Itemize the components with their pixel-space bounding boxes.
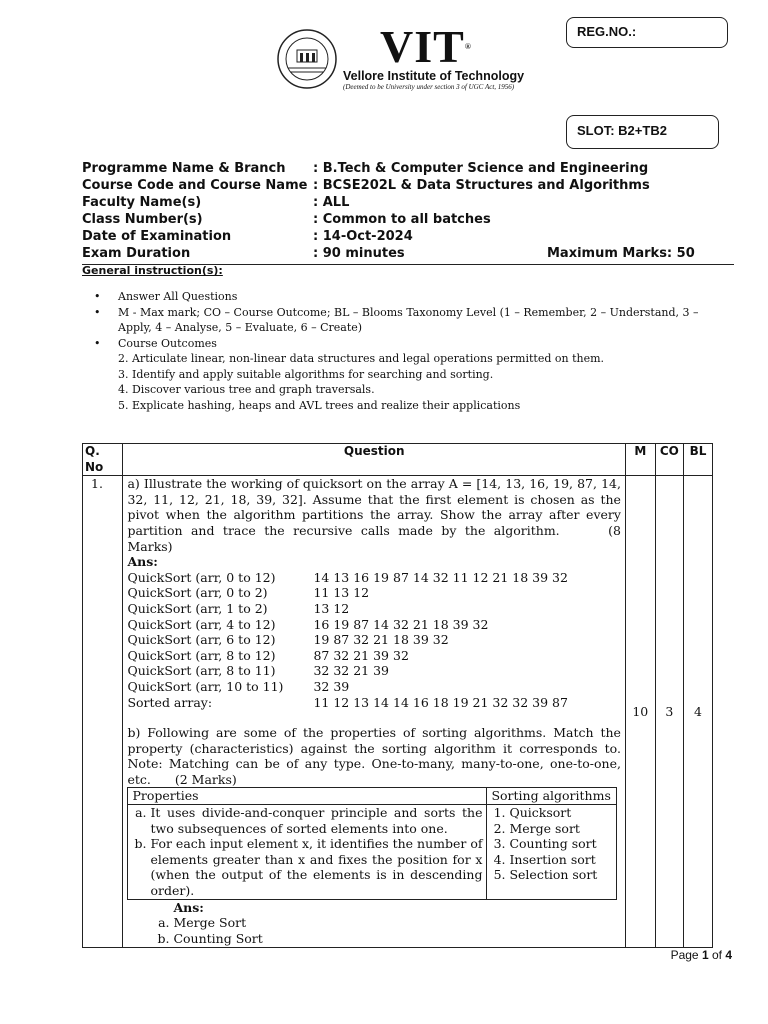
answer-b-item: a. Merge Sort bbox=[173, 915, 620, 931]
instruction-item: • Answer All Questions bbox=[94, 289, 734, 305]
instructions-title: General instruction(s): bbox=[82, 264, 223, 277]
answer-b-item: b. Counting Sort bbox=[173, 931, 620, 947]
vit-brand: VIT® bbox=[380, 21, 472, 72]
slot-label: SLOT: B2+TB2 bbox=[577, 123, 667, 138]
meta-label: Exam Duration bbox=[82, 246, 191, 261]
course-outcome: 3. Identify and apply suitable algorithms for searching and sorting. bbox=[118, 367, 494, 381]
answer-b-list bbox=[127, 915, 620, 946]
vit-full-name: Vellore Institute of Technology bbox=[343, 69, 525, 83]
header-bl: BL bbox=[684, 444, 713, 476]
trace-row: QuickSort (arr, 10 to 11) 32 39 bbox=[127, 678, 350, 694]
quicksort-trace bbox=[127, 570, 620, 710]
question-part-b: b) Following are some of the properties of sorting algorithms. Match the property (characteristics) against the sorting algorithm it corresponds to. Note: Matching can be of any type. One-to-many, many-to-one, one-to-one, etc. (2 Marks) bbox=[127, 725, 621, 787]
trace-row: QuickSort (arr, 6 to 12) 19 87 32 21 18 39 32 bbox=[127, 632, 449, 648]
course-outcome: 4. Discover various tree and graph traversals. bbox=[118, 383, 375, 396]
course-outcome: 5. Explicate hashing, heaps and AVL trees and realize their applications bbox=[118, 398, 521, 412]
meta-value: : ALL bbox=[313, 195, 350, 210]
max-marks: Maximum Marks: 50 bbox=[547, 246, 695, 261]
vit-logo bbox=[276, 28, 338, 94]
question-body bbox=[123, 476, 625, 948]
header-qno: Q. No bbox=[83, 444, 123, 476]
answer-label: Ans: bbox=[127, 554, 158, 570]
reg-no-label: REG.NO.: bbox=[577, 24, 637, 39]
properties-table bbox=[127, 787, 617, 899]
algorithm-item: 4. Insertion sort bbox=[509, 852, 612, 868]
instructions-list bbox=[94, 289, 734, 413]
meta-label: Programme Name & Branch bbox=[82, 161, 286, 176]
algorithm-item: 3. Counting sort bbox=[509, 836, 612, 852]
algorithm-item: 2. Merge sort bbox=[509, 821, 612, 837]
bl-cell: 4 bbox=[684, 476, 713, 948]
question-part-a: a) Illustrate the working of quicksort on the array A = [14, 13, 16, 19, 87, 14, 32, 11, 12, 21, 18, 39, 32]. Assume that the first element is chosen as the pivot when the algorithm partitions the array. Show the array after every partition and trace the recursive calls made by the algorithm. (8 Marks) bbox=[127, 476, 621, 554]
algorithm-item: 5. Selection sort bbox=[509, 867, 612, 883]
meta-value: : 14-Oct-2024 bbox=[313, 229, 413, 244]
property-item: b. For each input element x, it identifies the number of elements greater than x and fixes the position for x (when the output of the elements is in descending order). bbox=[150, 836, 482, 898]
algorithms-list bbox=[487, 805, 617, 900]
vit-subtitle: (Deemed to be University under section 3 of UGC Act, 1956) bbox=[343, 83, 515, 91]
marks-cell: 10 bbox=[625, 476, 655, 948]
property-item: a. It uses divide-and-conquer principle and sorts the two subsequences of sorted elements into one. bbox=[150, 805, 482, 836]
meta-value: : BCSE202L & Data Structures and Algorithms bbox=[313, 178, 650, 193]
page-number: Page 1 of 4 bbox=[670, 948, 732, 962]
properties-header: Properties bbox=[128, 788, 487, 805]
vit-seal-icon bbox=[276, 28, 338, 90]
algorithm-item: 1. Quicksort bbox=[509, 805, 612, 821]
reg-no-box bbox=[566, 17, 728, 48]
meta-label: Class Number(s) bbox=[82, 212, 203, 227]
meta-label: Course Code and Course Name bbox=[82, 178, 308, 193]
answer-b-label: Ans: bbox=[173, 899, 204, 915]
header-question: Question bbox=[123, 444, 625, 476]
header-m: M bbox=[625, 444, 655, 476]
co-cell: 3 bbox=[655, 476, 683, 948]
trace-row: QuickSort (arr, 8 to 11) 32 32 21 39 bbox=[127, 663, 390, 679]
trace-row: QuickSort (arr, 1 to 2) 13 12 bbox=[127, 600, 350, 616]
algorithms-header: Sorting algorithms bbox=[487, 788, 617, 805]
meta-value: : B.Tech & Computer Science and Engineering bbox=[313, 161, 649, 176]
part-b-marks: (2 Marks) bbox=[174, 771, 237, 787]
exam-meta bbox=[82, 160, 734, 262]
part-a-marks: (8 Marks) bbox=[127, 522, 621, 554]
trace-row: QuickSort (arr, 4 to 12) 16 19 87 14 32 21 18 39 32 bbox=[127, 616, 489, 632]
meta-value: : Common to all batches bbox=[313, 212, 491, 227]
question-table bbox=[82, 443, 713, 948]
meta-label: Faculty Name(s) bbox=[82, 195, 202, 210]
question-number: 1. bbox=[83, 476, 123, 948]
trace-row: QuickSort (arr, 0 to 12) 14 13 16 19 87 14 32 11 12 21 18 39 32 bbox=[127, 569, 568, 585]
instruction-item: • Course Outcomes bbox=[94, 336, 734, 352]
meta-value: : 90 minutes bbox=[313, 246, 405, 261]
trace-row: Sorted array: 11 12 13 14 14 16 18 19 21 32 32 39 87 bbox=[127, 694, 568, 710]
meta-label: Date of Examination bbox=[82, 229, 232, 244]
slot-box bbox=[566, 115, 719, 149]
trace-row: QuickSort (arr, 0 to 2) 11 13 12 bbox=[127, 585, 370, 601]
trace-row: QuickSort (arr, 8 to 12) 87 32 21 39 32 bbox=[127, 647, 409, 663]
instruction-item: • M - Max mark; CO – Course Outcome; BL – Blooms Taxonomy Level (1 – Remember, 2 – Understand, 3 – Apply, 4 – Analyse, 5 – Evaluate, 6 – Create) bbox=[94, 305, 734, 336]
properties-list bbox=[128, 805, 487, 900]
course-outcome: 2. Articulate linear, non-linear data structures and legal operations permitted on them. bbox=[118, 352, 605, 365]
header-co: CO bbox=[655, 444, 683, 476]
